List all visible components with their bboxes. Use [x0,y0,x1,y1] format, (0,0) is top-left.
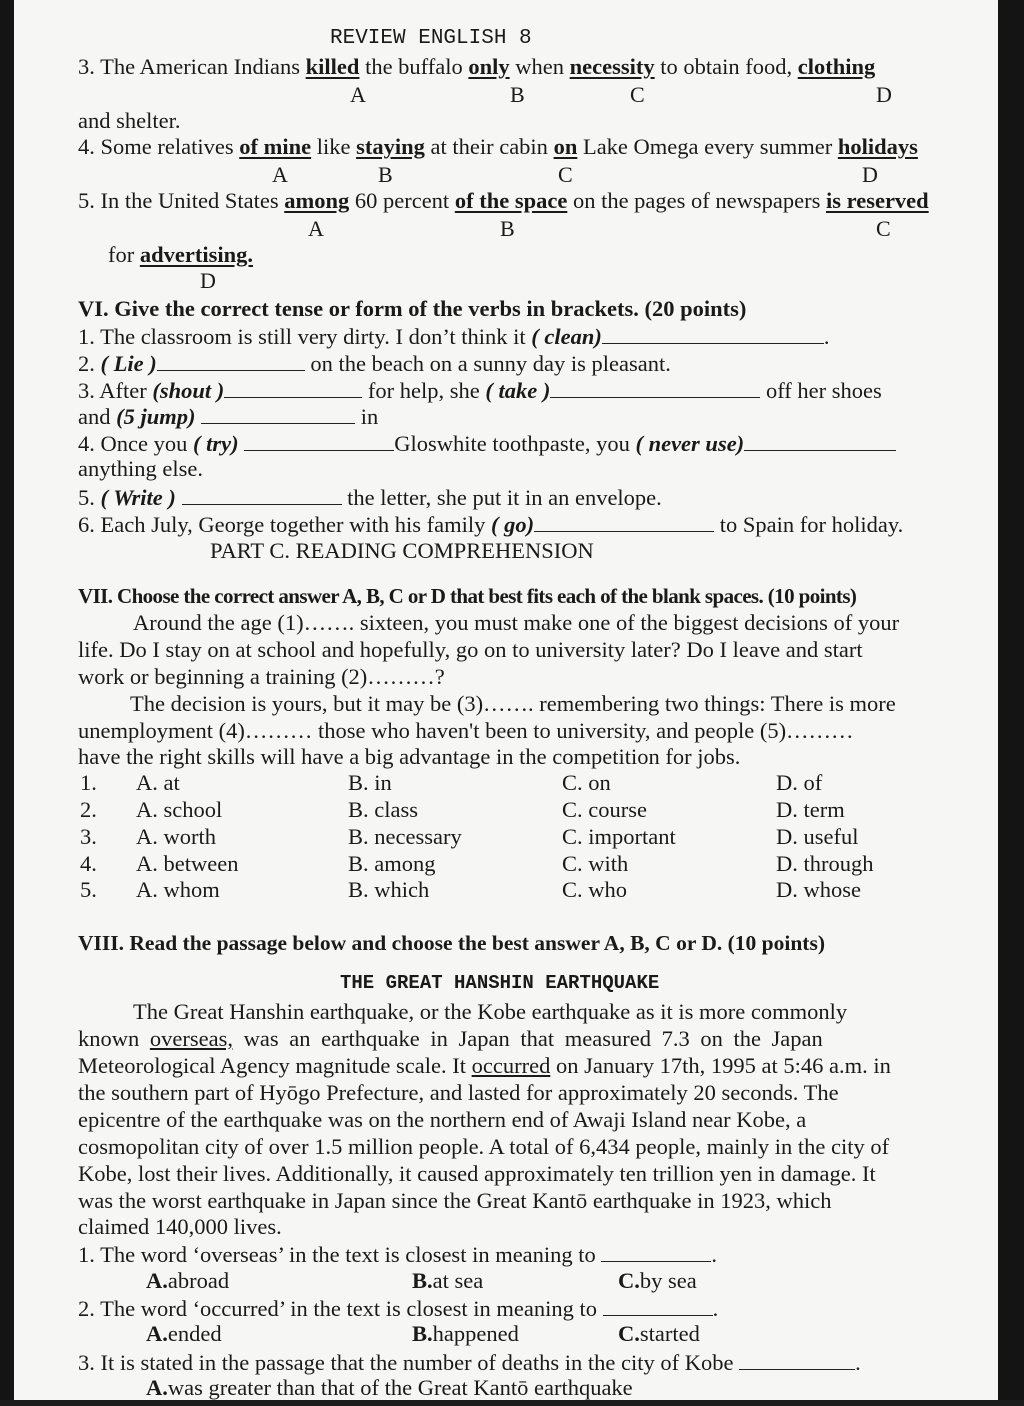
option-b: of the space [454,188,568,213]
option-d: clothing [797,54,876,79]
letter-b: B [500,216,515,241]
letter-b: B [378,162,393,187]
option-b[interactable]: B. among [348,851,436,876]
passage-line: epicentre of the earthquake was on the northern end of Awaji Island near Kobe, a [78,1107,807,1132]
option-a[interactable]: A. at [136,770,180,795]
option-c: on [553,134,578,159]
passage-line: the southern part of Hyōgo Prefecture, and lasted for approximately 20 seconds. The [78,1080,839,1105]
letter-d: D [862,162,878,187]
verb-question-3-cont: and (5 jump) in [78,404,379,429]
option-b[interactable]: B.happened [412,1321,519,1346]
option-c: necessity [569,54,655,79]
passage-line: claimed 140,000 lives. [78,1214,282,1239]
section-vi-title: VI. Give the correct tense or form of the verbs in brackets. (20 points) [78,296,747,321]
option-b[interactable]: B. in [348,770,392,795]
verb-question-6: 6. Each July, George together with his family ( go) to Spain for holiday. [78,512,904,537]
error-question-5: 5. In the United States among 60 percent of the space on the pages of newspapers is reserved [78,188,929,213]
option-a: of mine [239,134,312,159]
error-question-5-cont: for advertising. [108,242,254,267]
option-c[interactable]: C. course [562,797,647,822]
worksheet-page: REVIEW ENGLISH 8 3. The American Indians killed the buffalo only when necessity to obtain food, clothing A B C D and shelter. 4. Some relatives of mine like staying at their cabin on Lake Omega every summer holidays A B C D 5. In the United States among 60 percent of the space on the pages of newspapers is reserved A B C for advertising. D VI. Give the correct tense or form of the verbs in brackets. (20 points) 1. The classroom is still very dirty. I don’t think it ( clean) . 2. ( Lie ) on the beach on a sunny day is pleasant. 3. After (shout ) for help, she ( take ) off her shoes and (5 jump) in 4. Once you ( try) Gloswhite toothpaste, you ( never use) anything else. 5. ( Write ) the letter, she put it in an envelope. 6. Each July, George together with his family ( go) to Spain for holiday. PART C. READING COMPREHENSION VII. Choose the correct answer A, B, C or D that best fits each of the blank spaces. (10 points) Around the age (1)……. sixteen, you must make one of the biggest decisions of your life. Do I stay on at school and hopefully, go on to university later? Do I leave and start work or beginning a training (2)………? The decision is yours, but it may be (3)……. remembering two things: There is more unemployment (4)……… those who haven't been to university, and people (5)……… have the right skills will have a big advantage in the competition for jobs. 1. A. at B. in C. on D. of 2. A. school B. class C. course D. term 3. A. worth B. necessary C. important D. useful 4. A. between B. among C. with D. through 5. A. whom B. which C. who D. whose VIII. Read the passage below and choose the best answer A, B, C or D. (10 points) THE GREAT HANSHIN EARTHQUAKE The Great Hanshin earthquake, or the Kobe earthquake as it is more commonly known overseas, was an earthquake in Japan that measured 7.3 on the Japan Meteorological Agency magnitude scale. It occurred on January 17th, 1995 at 5:46 a.m. in the southern part of Hyōgo Prefecture, and lasted for approximately 20 seconds. The epicentre of the earthquake was on the northern end of Awaji Island near Kobe, a cosmopolitan city of over 1.5 million people. A total of 6,434 people, mainly in the city of Kobe, lost their lives. Additionally, it caused approximately ten trillion yen in damage. It was the worst earthquake in Japan since the Great Kantō earthquake in 1923, which claimed 140,000 lives. 1. The word ‘overseas’ in the text is closest in meaning to . A.abroad B.at sea C.by sea 2. The word ‘occurred’ in the text is closest in meaning to . A.ended B.happened C.started 3. It is stated in the passage that the number of deaths in the city of Kobe . A.was greater than that of the Great Kantō earthquake [0,0,1024,1406]
option-b: only [468,54,510,79]
option-d[interactable]: D. through [776,851,874,876]
error-question-3-cont: and shelter. [78,108,181,133]
answer-blank[interactable] [744,432,896,451]
passage-line: cosmopolitan city of over 1.5 million people. A total of 6,434 people, mainly in the city of [78,1134,890,1159]
right-border [998,0,1024,1406]
option-d[interactable]: D. of [776,770,823,795]
answer-blank[interactable] [550,379,760,398]
reading-question-3: 3. It is stated in the passage that the number of deaths in the city of Kobe . [78,1350,861,1375]
option-c[interactable]: C. who [562,877,628,902]
option-c: is reserved [826,188,929,213]
option-a[interactable]: A.was greater than that of the Great Kantō earthquake [146,1375,633,1400]
passage-line: Meteorological Agency magnitude scale. It occurred on January 17th, 1995 at 5:46 a.m. in [78,1053,891,1078]
option-a[interactable]: A. worth [136,824,216,849]
option-b: staying [356,134,425,159]
answer-blank[interactable] [602,325,824,344]
option-c[interactable]: C. important [562,824,676,849]
letter-a: A [308,216,324,241]
letter-d: D [876,82,892,107]
error-question-3: 3. The American Indians killed the buffalo only when necessity to obtain food, clothing [78,54,876,79]
answer-blank[interactable] [244,432,394,451]
option-a[interactable]: A.ended [146,1321,222,1346]
passage-line: known overseas, was an earthquake in Japan that measured 7.3 on the Japan [78,1026,823,1051]
verb-question-4-cont: anything else. [78,456,203,481]
letter-a: A [350,82,366,107]
reading-question-2: 2. The word ‘occurred’ in the text is closest in meaning to . [78,1296,719,1321]
passage-line: was the worst earthquake in Japan since the Great Kantō earthquake in 1923, which [78,1188,832,1213]
letter-c: C [876,216,891,241]
verb-question-2: 2. ( Lie ) on the beach on a sunny day is pleasant. [78,351,671,376]
option-c[interactable]: C.started [618,1321,700,1346]
option-b[interactable]: B. class [348,797,418,822]
answer-blank[interactable] [201,405,355,424]
page-header: REVIEW ENGLISH 8 [330,27,532,50]
option-b[interactable]: B. necessary [348,824,462,849]
part-c-heading: PART C. READING COMPREHENSION [210,538,594,563]
passage-line: The decision is yours, but it may be (3)……. remembering two things: There is more [130,691,896,716]
letter-c: C [630,82,645,107]
answer-blank[interactable] [603,1297,713,1316]
option-b[interactable]: B.at sea [412,1268,484,1293]
option-a[interactable]: A. school [136,797,223,822]
answer-blank[interactable] [739,1351,855,1370]
bottom-border [0,1400,1024,1406]
option-d[interactable]: D. whose [776,877,861,902]
option-d: holidays [837,134,918,159]
option-c[interactable]: C. on [562,770,611,795]
option-d: advertising. [139,242,254,267]
left-border [0,0,14,1406]
answer-blank[interactable] [601,1243,711,1262]
option-a: killed [305,54,360,79]
answer-blank[interactable] [182,486,342,505]
option-a[interactable]: A.abroad [146,1268,230,1293]
answer-blank[interactable] [157,352,305,371]
passage-line: have the right skills will have a big advantage in the competition for jobs. [78,744,741,769]
passage-line: unemployment (4)……… those who haven't been to university, and people (5)……… [78,718,854,743]
option-a: among [284,188,350,213]
letter-d: D [200,268,216,293]
answer-blank[interactable] [224,379,362,398]
section-viii-title: VIII. Read the passage below and choose the best answer A, B, C or D. (10 points) [78,931,825,955]
letter-a: A [272,162,288,187]
option-a[interactable]: A. whom [136,877,220,902]
section-vii-title: VII. Choose the correct answer A, B, C or D that best fits each of the blank spaces. (10 points) [78,584,857,608]
passage-line: Kobe, lost their lives. Additionally, it caused approximately ten trillion yen in damage. It [78,1161,876,1186]
letter-c: C [558,162,573,187]
error-question-4: 4. Some relatives of mine like staying at their cabin on Lake Omega every summer holidays [78,134,918,159]
verb-question-3: 3. After (shout ) for help, she ( take ) off her shoes [78,378,882,403]
letter-b: B [510,82,525,107]
verb-question-5: 5. ( Write ) the letter, she put it in an envelope. [78,485,662,510]
verb-question-4: 4. Once you ( try) Gloswhite toothpaste, you ( never use) [78,432,896,456]
option-d[interactable]: D. useful [776,824,859,849]
passage-line: life. Do I stay on at school and hopefully, go on to university later? Do I leave and start [78,637,863,662]
passage-line: work or beginning a training (2)………? [78,664,445,689]
reading-question-1: 1. The word ‘overseas’ in the text is closest in meaning to . [78,1242,718,1267]
verb-question-1: 1. The classroom is still very dirty. I don’t think it ( clean) . [78,324,830,349]
passage-line: Around the age (1)……. sixteen, you must make one of the biggest decisions of your [133,610,900,635]
passage-line: The Great Hanshin earthquake, or the Kobe earthquake as it is more commonly [133,999,848,1024]
option-c[interactable]: C.by sea [618,1268,697,1293]
option-c[interactable]: C. with [562,851,629,876]
option-a[interactable]: A. between [136,851,239,876]
option-b[interactable]: B. which [348,877,430,902]
answer-blank[interactable] [534,513,714,532]
passage-title: THE GREAT HANSHIN EARTHQUAKE [340,972,660,994]
option-d[interactable]: D. term [776,797,845,822]
